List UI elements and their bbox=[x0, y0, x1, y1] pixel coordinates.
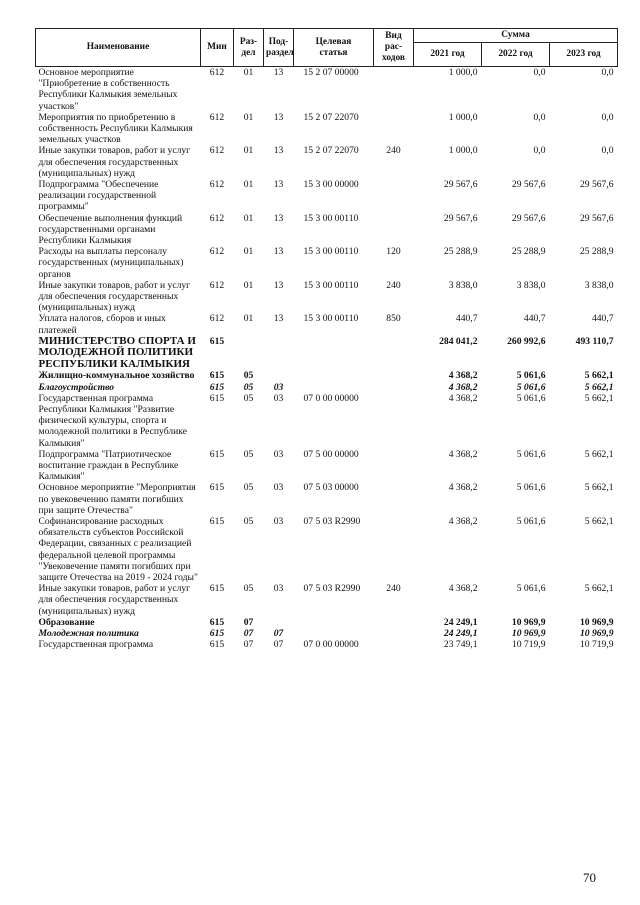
table-row bbox=[36, 179, 618, 213]
row-min: 612 bbox=[209, 313, 225, 325]
row-sum-2023: 10 719,9 bbox=[579, 639, 614, 651]
row-podrazdel: 03 bbox=[273, 482, 284, 494]
row-podrazdel bbox=[264, 617, 294, 628]
row-razdel: 01 bbox=[243, 279, 254, 291]
row-vr bbox=[374, 617, 414, 628]
row-name: Иные закупки товаров, работ и услуг для обеспечения государственных (муниципальных) нужд bbox=[38, 145, 191, 179]
row-cs: 07 5 00 00000 bbox=[303, 448, 359, 460]
row-vr: 240 bbox=[386, 279, 401, 291]
row-vr bbox=[374, 393, 414, 449]
page-number: 70 bbox=[583, 870, 596, 885]
row-cs: 15 2 07 22070 bbox=[303, 145, 359, 157]
budget-table bbox=[35, 28, 618, 650]
table-row bbox=[36, 382, 618, 393]
row-podrazdel: 03 bbox=[273, 583, 284, 595]
row-sum-2021: 3 838,0 bbox=[448, 279, 478, 291]
row-cs: 15 3 00 00110 bbox=[303, 313, 359, 325]
header-2021: 2021 год bbox=[414, 43, 482, 67]
row-razdel: 01 bbox=[243, 179, 254, 191]
row-sum-2022: 29 567,6 bbox=[511, 212, 546, 224]
row-vr bbox=[374, 370, 414, 381]
row-min: 612 bbox=[209, 212, 225, 224]
row-razdel: 01 bbox=[243, 67, 254, 78]
table-row bbox=[36, 313, 618, 335]
table-row bbox=[36, 516, 618, 583]
row-podrazdel: 03 bbox=[273, 381, 284, 393]
row-sum-2023: 10 969,9 bbox=[579, 616, 614, 628]
row-sum-2023: 5 662,1 bbox=[584, 370, 614, 382]
row-min: 612 bbox=[209, 67, 225, 78]
row-razdel: 01 bbox=[243, 145, 254, 157]
row-podrazdel: 03 bbox=[273, 392, 284, 404]
row-sum-2021: 284 041,2 bbox=[439, 335, 478, 347]
row-name: Основное мероприятие "Мероприятия по увековечению памяти погибших при защите Отечества" bbox=[38, 482, 196, 516]
row-vr bbox=[374, 516, 414, 583]
row-cs: 07 5 03 R2990 bbox=[303, 516, 361, 528]
document-page bbox=[35, 28, 617, 650]
row-cs bbox=[294, 370, 374, 381]
row-vr bbox=[374, 639, 414, 650]
row-name: Молодежная политика bbox=[38, 628, 139, 640]
row-min: 612 bbox=[209, 179, 225, 191]
table-body bbox=[36, 67, 618, 651]
row-podrazdel: 13 bbox=[273, 313, 284, 325]
row-sum-2022: 29 567,6 bbox=[511, 179, 546, 191]
row-name: Жилищно-коммунальное хозяйство bbox=[38, 370, 195, 382]
row-vr bbox=[374, 336, 414, 371]
row-cs: 07 5 03 R2990 bbox=[303, 583, 361, 595]
row-cs: 15 2 07 22070 bbox=[303, 111, 359, 123]
table-row bbox=[36, 449, 618, 483]
row-min: 615 bbox=[209, 448, 225, 460]
row-min: 612 bbox=[209, 145, 225, 157]
row-sum-2023: 29 567,6 bbox=[579, 212, 614, 224]
row-razdel: 05 bbox=[243, 482, 254, 494]
row-razdel: 01 bbox=[243, 111, 254, 123]
header-razdel: Раз- дел bbox=[234, 29, 264, 67]
row-sum-2023: 440,7 bbox=[591, 313, 614, 325]
row-sum-2021: 29 567,6 bbox=[443, 212, 478, 224]
row-sum-2023: 3 838,0 bbox=[584, 279, 614, 291]
table-row bbox=[36, 112, 618, 146]
row-sum-2023: 5 662,1 bbox=[584, 583, 614, 595]
header-min: Мин bbox=[201, 29, 234, 67]
header-podrazdel: Под- раздел bbox=[264, 29, 294, 67]
row-razdel: 01 bbox=[243, 313, 254, 325]
header-sum: Сумма bbox=[414, 29, 618, 43]
row-sum-2022: 5 061,6 bbox=[516, 583, 546, 595]
row-name: Иные закупки товаров, работ и услуг для обеспечения государственных (муниципальных) нужд bbox=[38, 583, 191, 617]
row-sum-2023: 10 969,9 bbox=[579, 628, 614, 640]
row-sum-2022: 10 969,9 bbox=[511, 628, 546, 640]
row-min: 615 bbox=[209, 616, 225, 628]
row-podrazdel: 13 bbox=[273, 111, 284, 123]
row-razdel bbox=[234, 336, 264, 371]
row-cs bbox=[294, 336, 374, 371]
row-vr bbox=[374, 67, 414, 112]
row-cs: 07 5 03 00000 bbox=[303, 482, 359, 494]
row-sum-2021: 25 288,9 bbox=[443, 246, 478, 258]
row-sum-2023: 5 662,1 bbox=[584, 381, 614, 393]
row-sum-2021: 4 368,2 bbox=[448, 516, 478, 528]
row-razdel: 07 bbox=[243, 628, 254, 640]
row-razdel: 01 bbox=[243, 212, 254, 224]
row-razdel: 05 bbox=[243, 516, 254, 528]
row-cs bbox=[294, 382, 374, 393]
row-sum-2023: 5 662,1 bbox=[584, 448, 614, 460]
row-cs: 15 3 00 00110 bbox=[303, 279, 359, 291]
row-podrazdel: 13 bbox=[273, 212, 284, 224]
row-name: МИНИСТЕРСТВО СПОРТА И МОЛОДЕЖНОЙ ПОЛИТИКИ РЕСПУБЛИКИ КАЛМЫКИЯ bbox=[38, 334, 196, 370]
row-sum-2022: 5 061,6 bbox=[516, 516, 546, 528]
row-name: Софинансирование расходных обязательств субъектов Российской Федерации, связанных с реализацией федеральной целевой программы "Увековечение памяти погибших при защите Отечества на 2019 - 2024 годы" bbox=[38, 516, 198, 584]
row-razdel: 01 bbox=[243, 246, 254, 258]
row-sum-2022: 5 061,6 bbox=[516, 448, 546, 460]
table-row bbox=[36, 628, 618, 639]
header-name: Наименование bbox=[36, 29, 201, 67]
row-min: 615 bbox=[209, 482, 225, 494]
row-sum-2021: 1 000,0 bbox=[448, 145, 478, 157]
row-sum-2023: 29 567,6 bbox=[579, 179, 614, 191]
row-sum-2022: 10 969,9 bbox=[511, 616, 546, 628]
row-sum-2022: 0,0 bbox=[533, 145, 546, 157]
row-cs: 15 2 07 00000 bbox=[303, 67, 359, 78]
row-sum-2021: 4 368,2 bbox=[448, 448, 478, 460]
row-razdel: 07 bbox=[243, 639, 254, 651]
row-sum-2022: 3 838,0 bbox=[516, 279, 546, 291]
row-sum-2023: 0,0 bbox=[601, 67, 614, 78]
row-vr: 120 bbox=[386, 246, 401, 258]
row-vr: 240 bbox=[386, 145, 401, 157]
row-cs bbox=[294, 617, 374, 628]
row-razdel: 05 bbox=[243, 392, 254, 404]
row-min: 615 bbox=[209, 583, 225, 595]
row-name: Благоустройство bbox=[38, 381, 115, 393]
row-min: 615 bbox=[209, 392, 225, 404]
table-row bbox=[36, 336, 618, 371]
row-sum-2021: 4 368,2 bbox=[448, 381, 478, 393]
row-cs: 15 3 00 00110 bbox=[303, 246, 359, 258]
row-min: 615 bbox=[209, 335, 225, 347]
table-row bbox=[36, 482, 618, 516]
table-row bbox=[36, 393, 618, 449]
table-row bbox=[36, 145, 618, 179]
row-sum-2021: 4 368,2 bbox=[448, 392, 478, 404]
header-cs: Целевая статья bbox=[294, 29, 374, 67]
row-podrazdel: 03 bbox=[273, 516, 284, 528]
table-row bbox=[36, 617, 618, 628]
row-sum-2023: 493 110,7 bbox=[575, 335, 614, 347]
row-sum-2023: 5 662,1 bbox=[584, 516, 614, 528]
row-vr bbox=[374, 112, 414, 146]
row-name: Основное мероприятие "Приобретение в собственность Республики Калмыкия земельных участков" bbox=[38, 67, 178, 112]
row-min: 612 bbox=[209, 246, 225, 258]
row-vr bbox=[374, 382, 414, 393]
row-razdel: 05 bbox=[243, 370, 254, 382]
row-min: 615 bbox=[209, 516, 225, 528]
row-vr bbox=[374, 628, 414, 639]
row-min: 615 bbox=[209, 628, 225, 640]
row-cs: 15 3 00 00110 bbox=[303, 212, 359, 224]
row-vr bbox=[374, 179, 414, 213]
row-podrazdel: 07 bbox=[273, 628, 284, 640]
table-row bbox=[36, 67, 618, 112]
row-vr bbox=[374, 213, 414, 247]
row-podrazdel: 13 bbox=[273, 67, 284, 78]
row-sum-2022: 10 719,9 bbox=[511, 639, 546, 651]
table-row bbox=[36, 370, 618, 381]
row-razdel: 05 bbox=[243, 381, 254, 393]
row-name: Мероприятия по приобретению в собственность Республики Калмыкия земельных участков bbox=[38, 111, 193, 146]
row-sum-2021: 4 368,2 bbox=[448, 583, 478, 595]
row-cs: 15 3 00 00000 bbox=[303, 179, 359, 191]
row-podrazdel: 07 bbox=[273, 639, 284, 651]
row-sum-2023: 0,0 bbox=[601, 145, 614, 157]
table-row bbox=[36, 246, 618, 280]
row-name: Государственная программа Республики Калмыкия "Развитие физической культуры, спорта и молодежной политики в Республике Калмыкия" bbox=[38, 392, 187, 449]
row-podrazdel: 13 bbox=[273, 179, 284, 191]
row-podrazdel: 03 bbox=[273, 448, 284, 460]
row-sum-2021: 1 000,0 bbox=[448, 111, 478, 123]
table-row bbox=[36, 639, 618, 650]
row-name: Государственная программа bbox=[38, 639, 154, 651]
row-name: Расходы на выплаты персоналу государственных (муниципальных) органов bbox=[38, 246, 184, 280]
row-min: 612 bbox=[209, 111, 225, 123]
row-min: 615 bbox=[209, 381, 225, 393]
row-sum-2022: 5 061,6 bbox=[516, 392, 546, 404]
row-podrazdel bbox=[264, 370, 294, 381]
row-razdel: 05 bbox=[243, 448, 254, 460]
table-row bbox=[36, 583, 618, 617]
table-row bbox=[36, 213, 618, 247]
table-row bbox=[36, 280, 618, 314]
row-sum-2022: 260 992,6 bbox=[507, 335, 546, 347]
row-sum-2022: 5 061,6 bbox=[516, 370, 546, 382]
row-sum-2021: 440,7 bbox=[455, 313, 478, 325]
row-razdel: 07 bbox=[243, 616, 254, 628]
row-podrazdel bbox=[264, 336, 294, 371]
row-cs bbox=[294, 628, 374, 639]
header-vr: Вид рас- ходов bbox=[374, 29, 414, 67]
row-sum-2022: 0,0 bbox=[533, 111, 546, 123]
row-sum-2023: 5 662,1 bbox=[584, 482, 614, 494]
header-2023: 2023 год bbox=[550, 43, 618, 67]
row-min: 612 bbox=[209, 279, 225, 291]
row-name: Подпрограмма "Обеспечение реализации государственной программы" bbox=[38, 179, 159, 213]
row-sum-2021: 4 368,2 bbox=[448, 370, 478, 382]
row-name: Подпрограмма "Патриотическое воспитание граждан в Республике Калмыкия" bbox=[38, 448, 179, 483]
row-sum-2023: 0,0 bbox=[601, 111, 614, 123]
row-cs: 07 0 00 00000 bbox=[303, 639, 359, 651]
row-vr bbox=[374, 482, 414, 516]
row-name: Иные закупки товаров, работ и услуг для обеспечения государственных (муниципальных) нужд bbox=[38, 279, 191, 314]
row-vr: 850 bbox=[386, 313, 401, 325]
row-sum-2022: 25 288,9 bbox=[511, 246, 546, 258]
row-name: Уплата налогов, сборов и иных платежей bbox=[38, 313, 166, 336]
row-sum-2023: 25 288,9 bbox=[579, 246, 614, 258]
row-min: 615 bbox=[209, 639, 225, 651]
row-sum-2021: 1 000,0 bbox=[448, 67, 478, 78]
row-sum-2022: 5 061,6 bbox=[516, 381, 546, 393]
row-sum-2021: 29 567,6 bbox=[443, 179, 478, 191]
row-sum-2021: 4 368,2 bbox=[448, 482, 478, 494]
table-header bbox=[36, 29, 618, 67]
row-sum-2022: 440,7 bbox=[523, 313, 546, 325]
row-razdel: 05 bbox=[243, 583, 254, 595]
row-sum-2021: 24 249,1 bbox=[443, 628, 478, 640]
row-podrazdel: 13 bbox=[273, 145, 284, 157]
row-min: 615 bbox=[209, 370, 225, 382]
row-vr bbox=[374, 449, 414, 483]
row-sum-2021: 23 749,1 bbox=[443, 639, 478, 651]
row-name: Образование bbox=[38, 616, 95, 628]
row-vr: 240 bbox=[386, 583, 401, 595]
row-cs: 07 0 00 00000 bbox=[303, 392, 359, 404]
row-podrazdel: 13 bbox=[273, 246, 284, 258]
header-2022: 2022 год bbox=[482, 43, 550, 67]
row-name: Обеспечение выполнения функций государственными органами Республики Калмыкия bbox=[38, 212, 183, 247]
row-sum-2021: 24 249,1 bbox=[443, 616, 478, 628]
row-sum-2022: 0,0 bbox=[533, 67, 546, 78]
row-sum-2023: 5 662,1 bbox=[584, 392, 614, 404]
row-sum-2022: 5 061,6 bbox=[516, 482, 546, 494]
row-podrazdel: 13 bbox=[273, 279, 284, 291]
